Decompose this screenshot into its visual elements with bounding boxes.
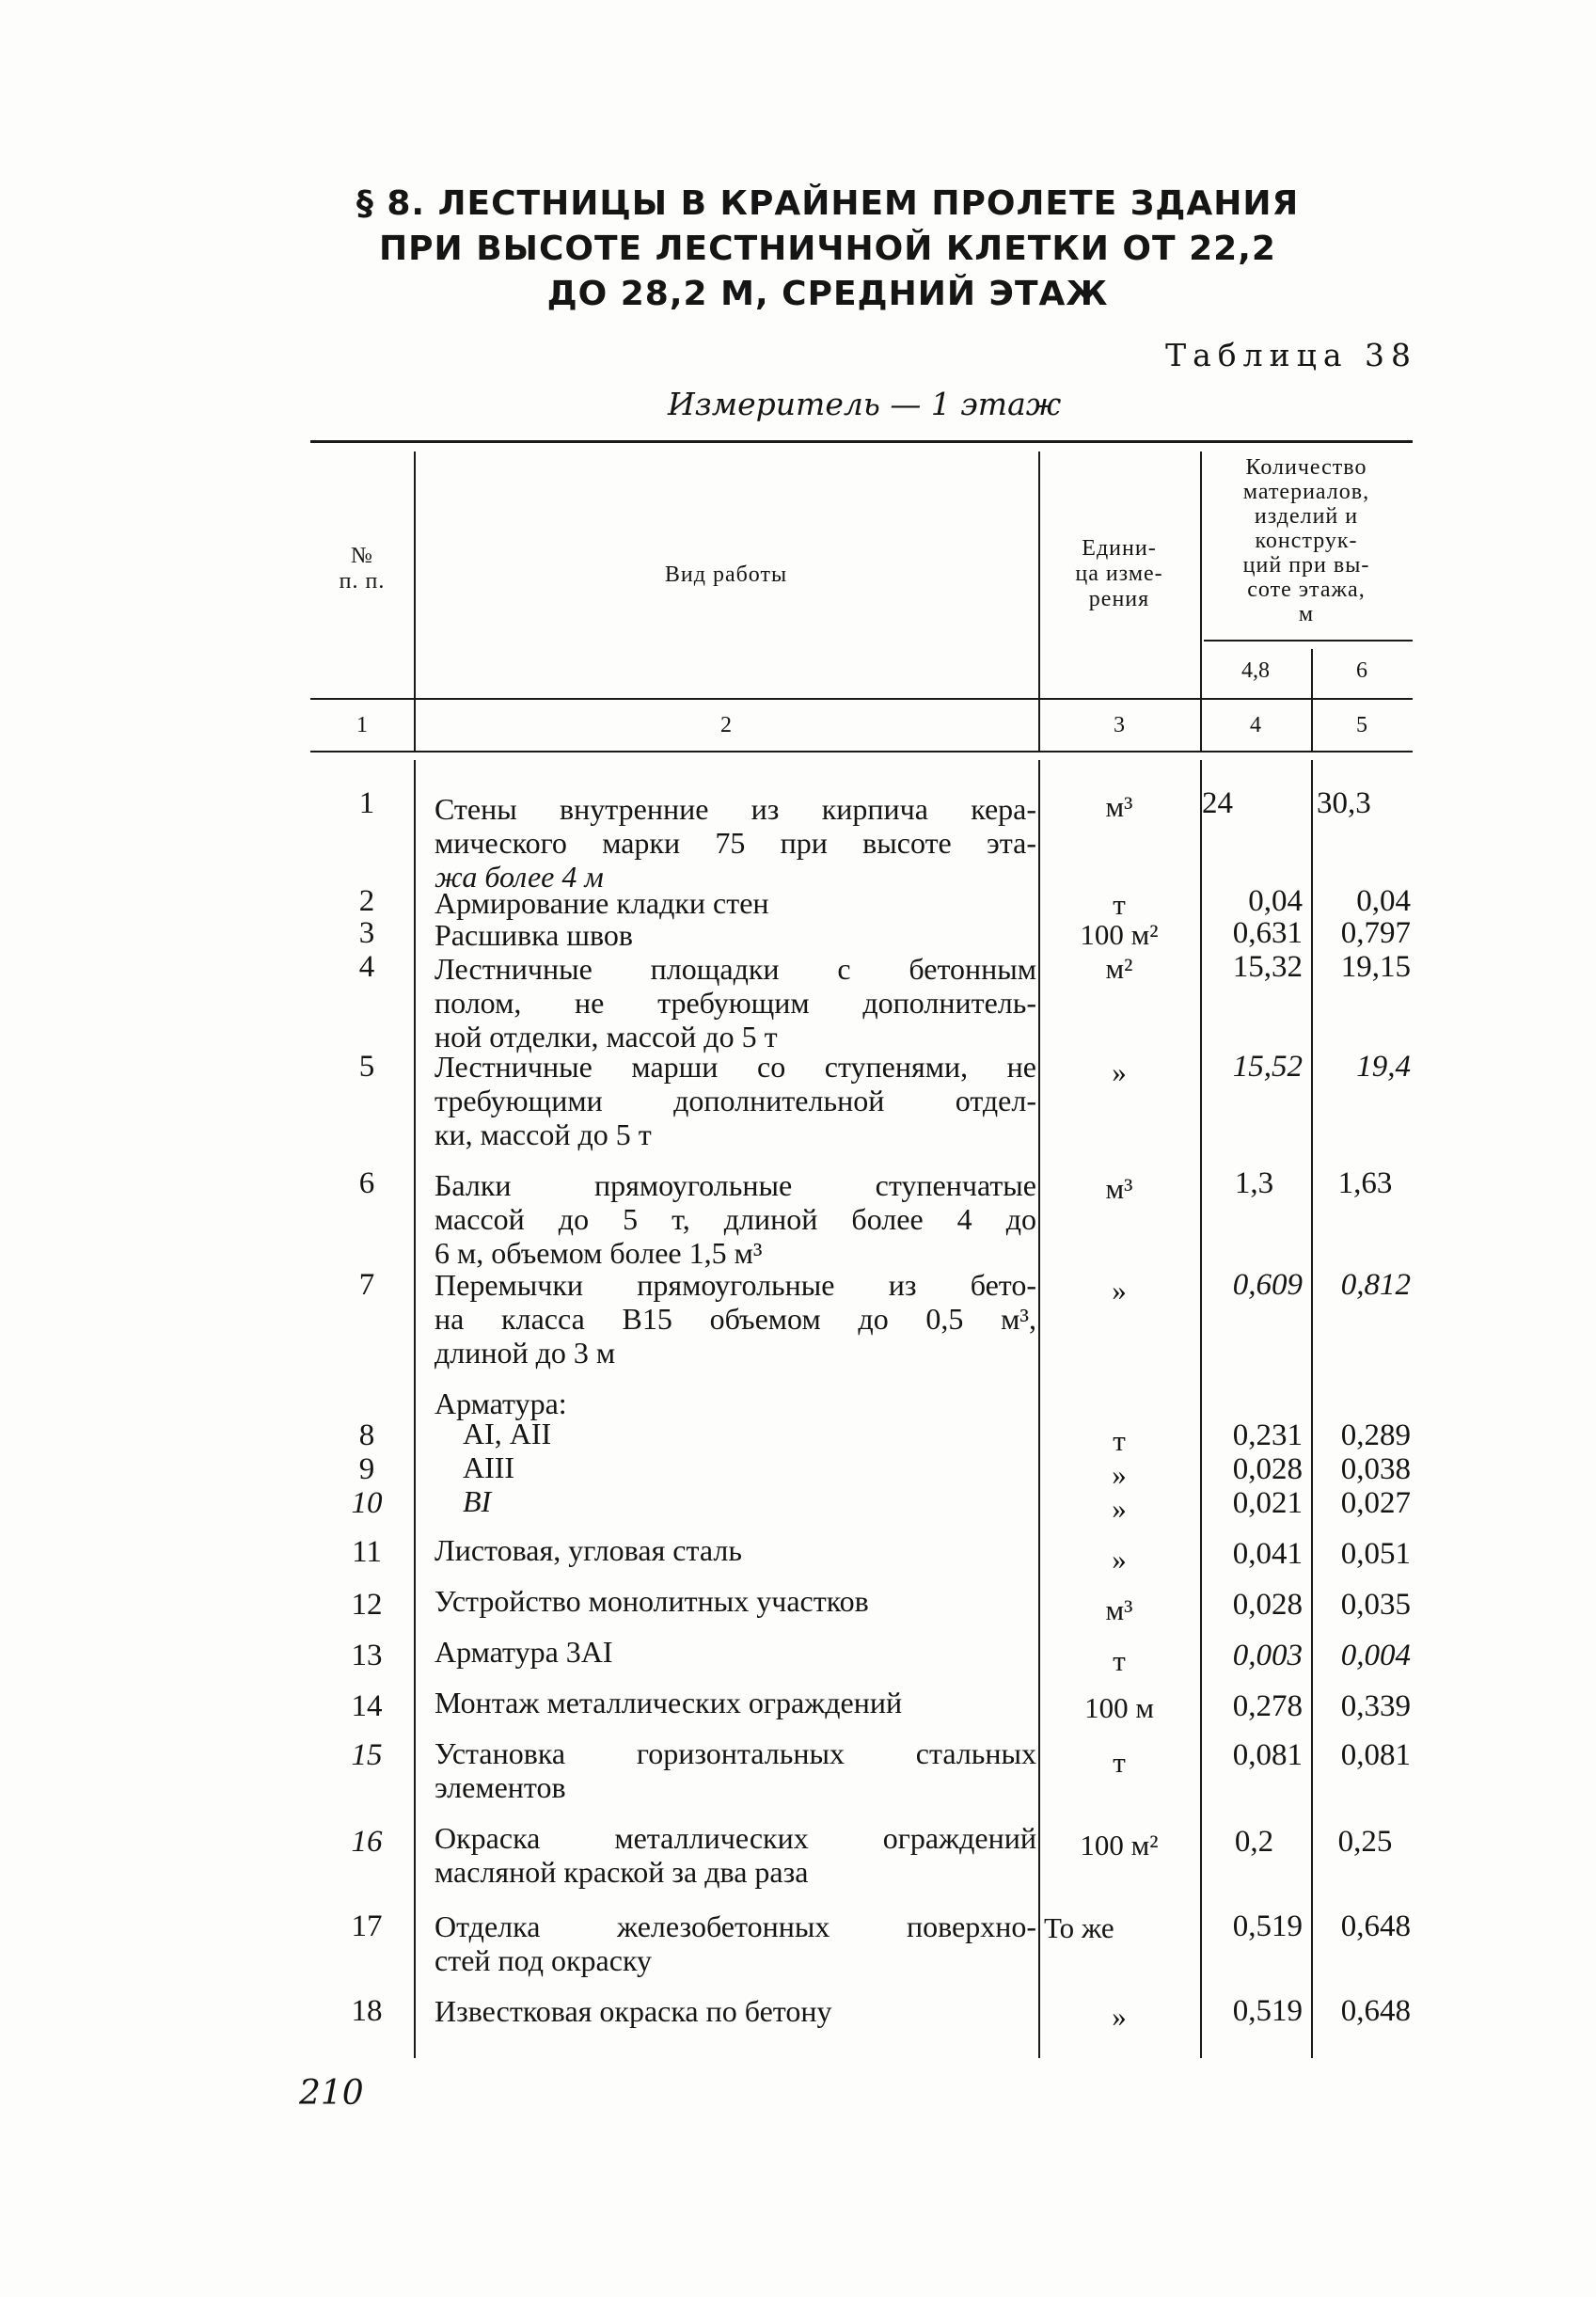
- row-value-6: 0,25: [1337, 1825, 1393, 1859]
- row-value-6: 0,004: [1340, 1639, 1411, 1672]
- row-unit: м²: [1105, 952, 1133, 985]
- row-number: 4: [358, 950, 375, 984]
- row-unit: т: [1113, 1746, 1126, 1779]
- row-number: 15: [351, 1738, 383, 1772]
- row-value-4-8: 0,028: [1232, 1452, 1303, 1486]
- row-number: 11: [352, 1535, 382, 1569]
- column-number: 1: [356, 713, 368, 737]
- row-number: 3: [358, 916, 375, 950]
- section-title-line: ПРИ ВЫСОТЕ ЛЕСТНИЧНОЙ КЛЕТКИ ОТ 22,2: [379, 230, 1276, 268]
- row-work: Расшивка швов: [435, 918, 633, 952]
- row-value-4-8: 0,021: [1232, 1486, 1303, 1520]
- column-number: 5: [1356, 713, 1367, 737]
- row-value-6: 0,035: [1340, 1588, 1411, 1622]
- row-value-4-8: 0,04: [1248, 884, 1303, 918]
- row-value-4-8: 0,003: [1232, 1639, 1303, 1672]
- row-number: 10: [351, 1486, 383, 1520]
- row-unit: »: [1112, 2000, 1127, 2033]
- row-value-4-8: 1,3: [1234, 1166, 1274, 1200]
- row-unit: То же: [1044, 1911, 1114, 1944]
- row-value-4-8: 15,52: [1232, 1050, 1303, 1084]
- row-unit: т: [1113, 1644, 1126, 1677]
- row-value-6: 0,339: [1340, 1689, 1411, 1723]
- row-number: 9: [358, 1452, 375, 1486]
- row-value-6: 1,63: [1337, 1166, 1393, 1200]
- row-work: Листовая, угловая сталь: [435, 1533, 742, 1567]
- row-value-4-8: 0,028: [1232, 1588, 1303, 1622]
- row-number: 14: [351, 1689, 383, 1723]
- measure-unit: Измеритель — 1 этаж: [668, 386, 1062, 422]
- header-sub-height-a: 4,8: [1241, 658, 1270, 683]
- row-number: 17: [351, 1909, 383, 1943]
- row-value-4-8: 0,519: [1232, 1909, 1303, 1943]
- table-top-rule: [310, 440, 1413, 443]
- row-work: Лестничные марши со ступенями, не требующими дополнительной отдел- ки, массой до 5 т: [435, 1050, 1036, 1151]
- row-value-4-8: 0,609: [1232, 1268, 1303, 1302]
- row-value-4-8: 24: [1202, 786, 1233, 820]
- row-work: АIII: [463, 1450, 515, 1484]
- column-number: 2: [720, 713, 732, 737]
- row-value-6: 30,3: [1317, 786, 1371, 820]
- row-work: ВI: [463, 1484, 492, 1518]
- row-value-4-8: 0,631: [1232, 916, 1303, 950]
- row-value-6: 0,027: [1340, 1486, 1411, 1520]
- row-unit: м³: [1105, 1593, 1133, 1626]
- row-value-6: 0,289: [1340, 1418, 1411, 1452]
- row-value-4-8: 0,278: [1232, 1689, 1303, 1723]
- section-title-line: ДО 28,2 М, СРЕДНИЙ ЭТАЖ: [546, 275, 1109, 313]
- row-value-4-8: 0,041: [1232, 1537, 1303, 1571]
- column-rule: [1311, 760, 1313, 2058]
- row-number: 2: [358, 884, 375, 918]
- page-number: 210: [299, 2074, 364, 2113]
- row-work: Известковая окраска по бетону: [435, 1994, 832, 2028]
- subheader-rule: [1204, 640, 1413, 642]
- row-number: 18: [351, 1994, 383, 2028]
- row-value-6: 0,04: [1356, 884, 1411, 918]
- row-value-6: 19,15: [1340, 950, 1411, 984]
- row-unit: »: [1112, 1458, 1127, 1491]
- table-label: Таблица 38: [1165, 337, 1417, 373]
- column-number: 4: [1250, 713, 1261, 737]
- row-number: 5: [358, 1050, 375, 1084]
- row-value-4-8: 0,231: [1232, 1418, 1303, 1452]
- row-work: АI, АII: [463, 1417, 552, 1450]
- row-unit: »: [1112, 1492, 1127, 1525]
- row-value-6: 0,812: [1340, 1268, 1411, 1302]
- row-number: 6: [358, 1166, 375, 1200]
- row-work: Арматура 3АI: [435, 1635, 613, 1669]
- row-value-6: 0,038: [1340, 1452, 1411, 1486]
- row-value-6: 0,648: [1340, 1994, 1411, 2028]
- row-number: 12: [351, 1588, 383, 1622]
- row-value-4-8: 0,081: [1232, 1738, 1303, 1772]
- row-work: Монтаж металлических ограждений: [435, 1686, 903, 1719]
- row-work: Стены внутренние из кирпича кера- мического марки 75 при высоте эта- жа более 4 м: [435, 792, 1036, 894]
- row-value-6: 0,797: [1340, 916, 1411, 950]
- row-number: 13: [351, 1639, 383, 1672]
- row-unit: 100 м: [1084, 1691, 1154, 1724]
- row-work: Балки прямоугольные ступенчатые массой до 5 т, длиной более 4 до 6 м, объемом более 1,5 м³: [435, 1168, 1036, 1270]
- column-number: 3: [1114, 713, 1125, 737]
- header-work: Вид работы: [664, 562, 788, 587]
- row-unit: 100 м²: [1080, 1829, 1159, 1861]
- row-number: 1: [358, 786, 375, 820]
- row-unit: »: [1112, 1055, 1127, 1088]
- header-bottom-rule: [310, 698, 1413, 700]
- row-work-group-heading: Арматура:: [435, 1386, 567, 1420]
- column-rule: [1200, 760, 1202, 2058]
- section-title-line: § 8. ЛЕСТНИЦЫ В КРАЙНЕМ ПРОЛЕТЕ ЗДАНИЯ: [356, 184, 1300, 223]
- header-quantity: Количество материалов, изделий и конструк- ций при вы- соте этажа, м: [1242, 455, 1370, 626]
- row-number: 7: [358, 1268, 375, 1302]
- column-numbers-rule: [310, 751, 1413, 752]
- header-num: № п. п.: [339, 544, 386, 594]
- column-rule: [414, 451, 416, 751]
- section-title: [282, 182, 1373, 317]
- row-unit: т: [1113, 1424, 1126, 1457]
- row-work: Окраска металлических ограждений масляной краской за два раза: [435, 1821, 1036, 1889]
- row-value-4-8: 0,2: [1234, 1825, 1274, 1859]
- row-unit: »: [1112, 1274, 1127, 1307]
- row-value-6: 0,051: [1340, 1537, 1411, 1571]
- row-unit: т: [1113, 888, 1126, 921]
- row-value-4-8: 15,32: [1232, 950, 1303, 984]
- row-work: Лестничные площадки с бетонным полом, не требующим дополнитель- ной отделки, массой до 5 т: [435, 952, 1036, 1053]
- row-value-6: 0,081: [1340, 1738, 1411, 1772]
- row-value-4-8: 0,519: [1232, 1994, 1303, 2028]
- row-unit: »: [1112, 1543, 1127, 1576]
- row-number: 16: [351, 1825, 383, 1859]
- header-unit: Едини- ца изме- рения: [1075, 536, 1163, 611]
- row-work: Устройство монолитных участков: [435, 1584, 869, 1618]
- row-unit: м³: [1105, 1172, 1133, 1205]
- row-work: Установка горизонтальных стальных элементов: [435, 1736, 1036, 1804]
- header-sub-height-b: 6: [1356, 658, 1367, 683]
- row-work: Отделка железобетонных поверхно- стей под окраску: [435, 1909, 1036, 1977]
- row-number: 8: [358, 1418, 375, 1452]
- row-value-6: 0,648: [1340, 1909, 1411, 1943]
- column-rule: [414, 760, 416, 2058]
- row-unit: м³: [1105, 790, 1133, 823]
- column-rule: [1038, 760, 1040, 2058]
- row-value-6: 19,4: [1356, 1050, 1411, 1084]
- row-work: Армирование кладки стен: [435, 886, 769, 920]
- row-work: Перемычки прямоугольные из бето- на класса В15 объемом до 0,5 м³, длиной до 3 м: [435, 1268, 1036, 1370]
- row-unit: 100 м²: [1080, 918, 1159, 951]
